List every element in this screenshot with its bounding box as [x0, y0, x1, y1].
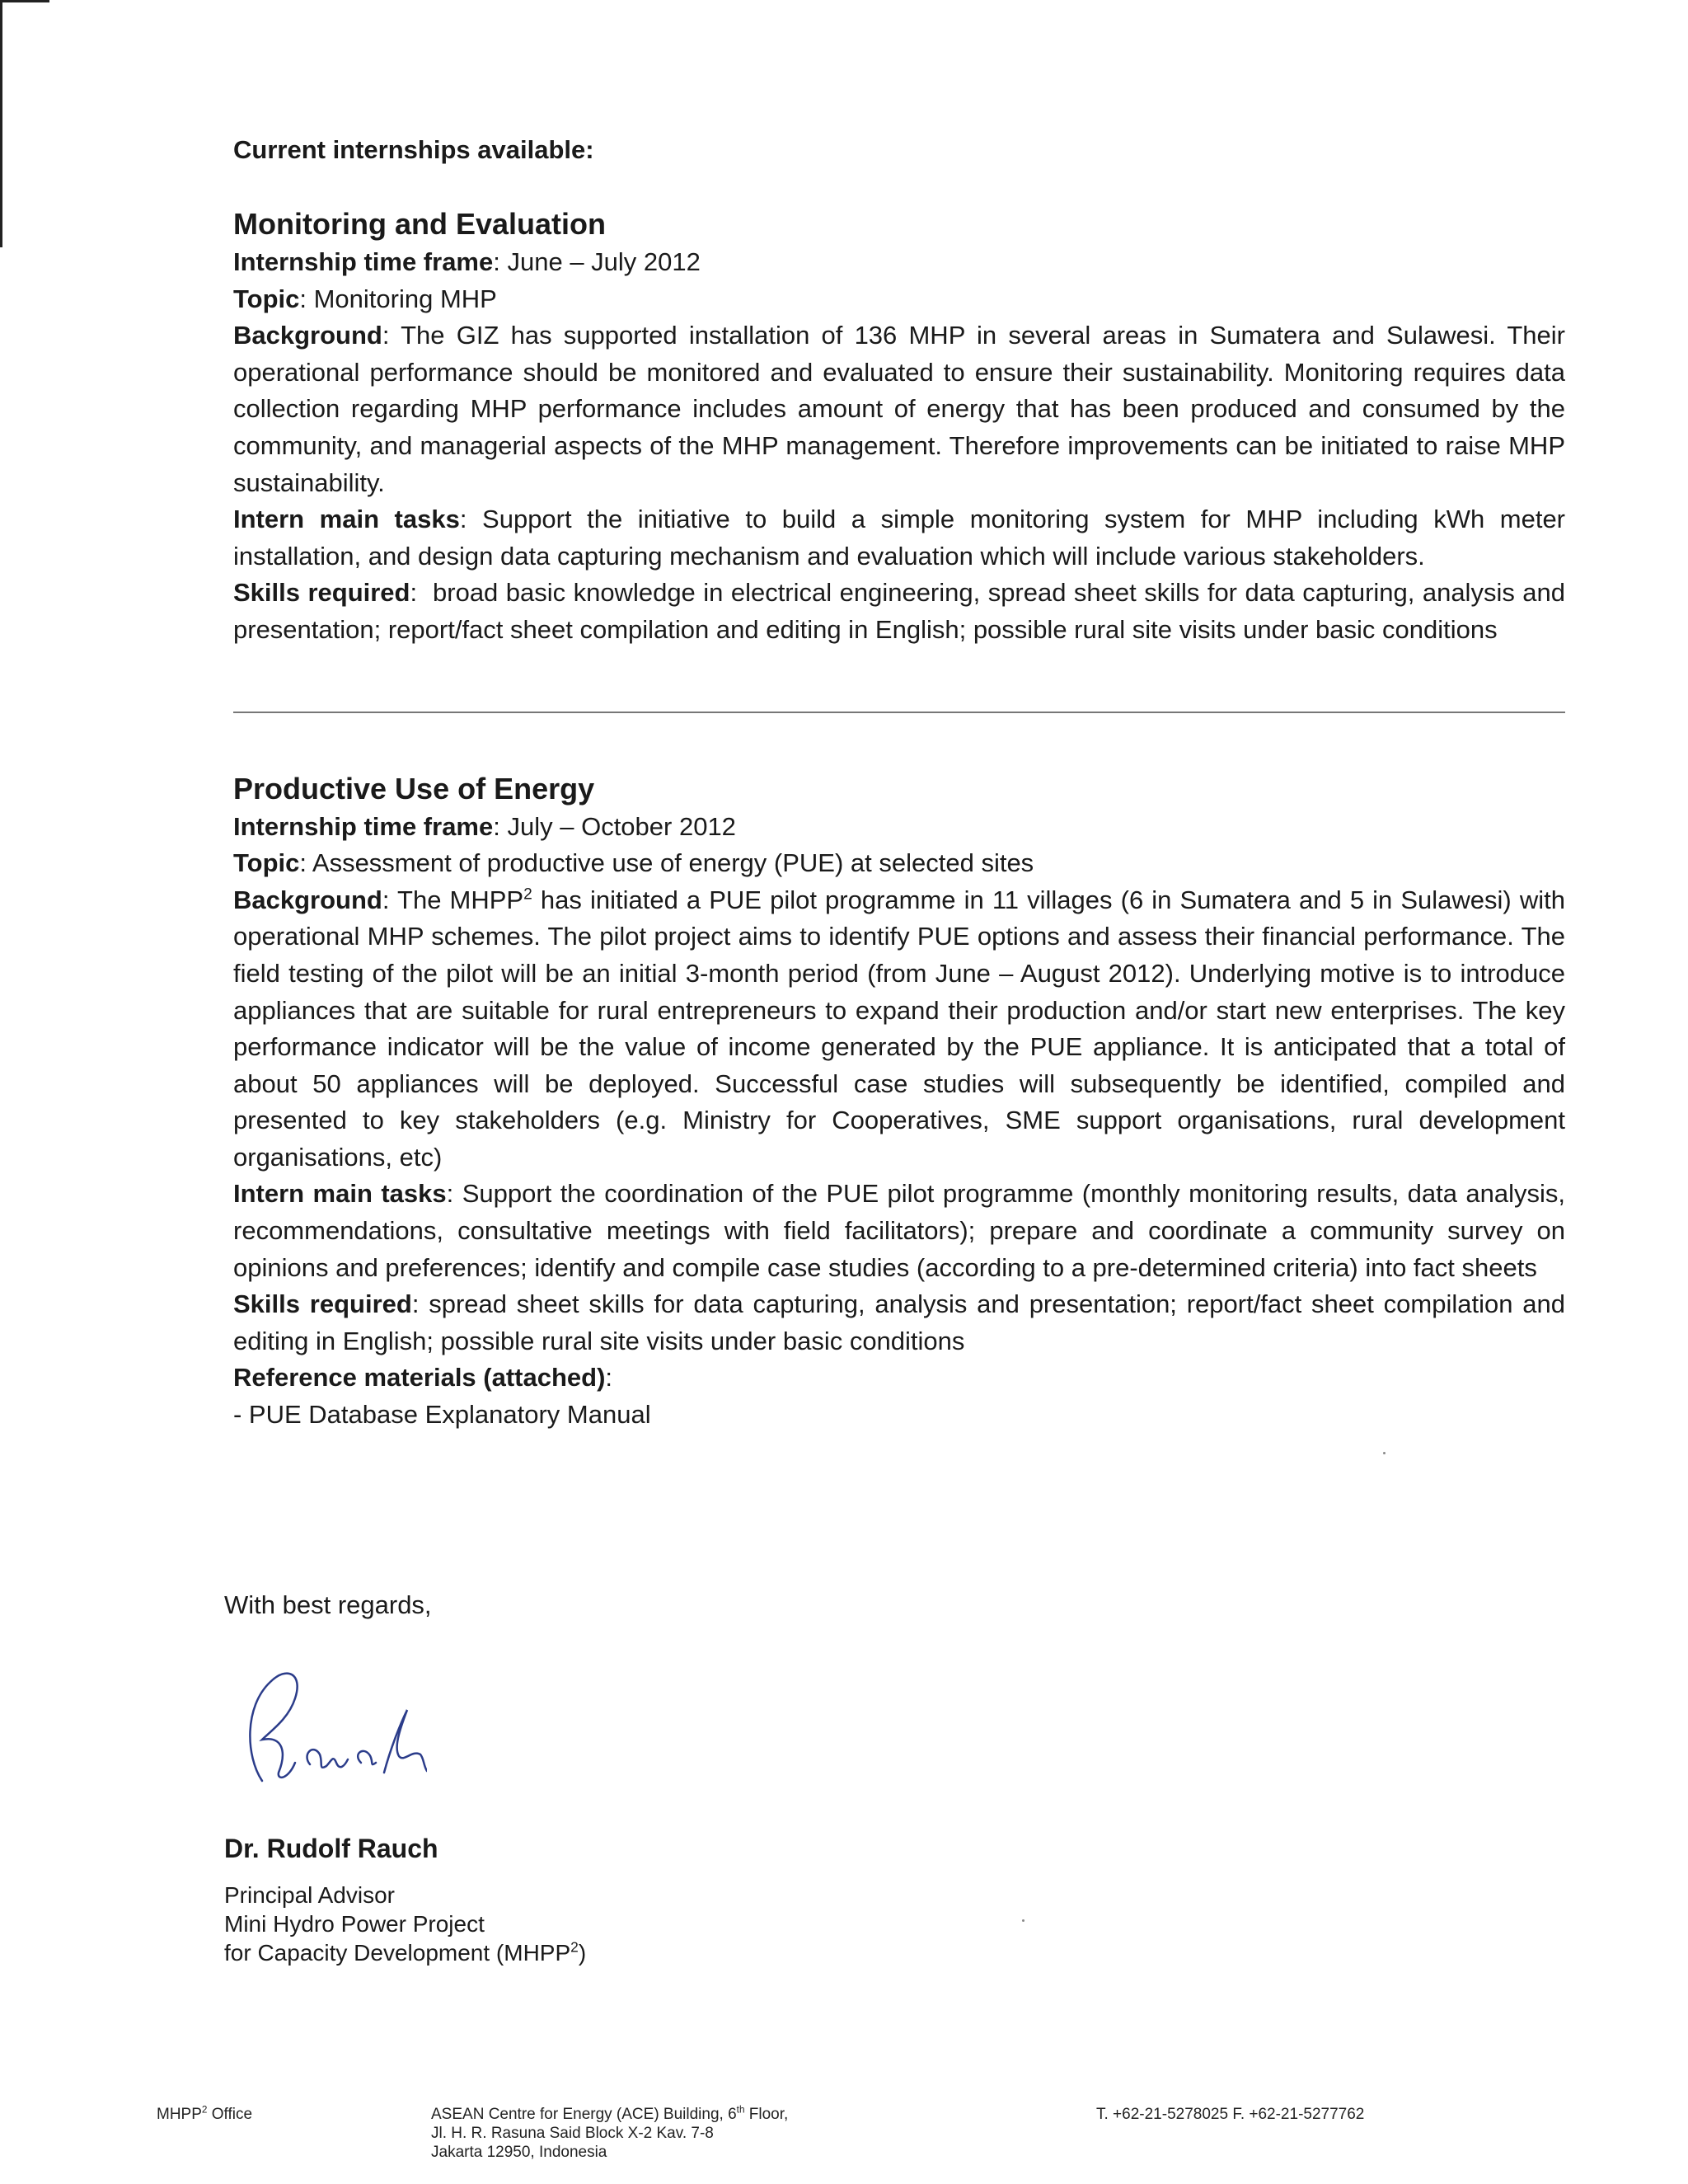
- section-monitoring: [233, 204, 1565, 649]
- section-productive-use: [233, 769, 1565, 1434]
- tasks-label: Intern main tasks: [233, 505, 460, 534]
- timeframe-label: Internship time frame: [233, 811, 494, 841]
- skills-paragraph: Skills required: spread sheet skills for data capturing, analysis and presentation; report/fact sheet compilation and editing in English; possible rural site visits under basic conditions: [233, 1289, 1565, 1355]
- footer-office-suffix: Office: [207, 2106, 253, 2123]
- topic-line: Topic: Assessment of productive use of energy (PUE) at selected sites: [233, 848, 1034, 878]
- skills-text: broad basic knowledge in electrical engineering, spread sheet skills for data capturing, analysis and presentation; report/fact sheet compilation and editing in English; possible rural site visits under basic conditions: [233, 578, 1566, 644]
- closing-salutation: With best regards,: [224, 1590, 432, 1619]
- address-line-1-text: ASEAN Centre for Energy (ACE) Building, 6: [431, 2106, 737, 2123]
- timeframe-line: Internship time frame: July – October 2012: [233, 811, 736, 841]
- footer-phone: T. +62-21-5278025 F. +62-21-5277762: [1096, 2106, 1365, 2123]
- signatory-details: [224, 1881, 586, 1967]
- superscript-2: 2: [201, 2104, 208, 2116]
- topic-line: Topic: Monitoring MHP: [233, 284, 497, 313]
- letter-body: [233, 132, 1565, 1434]
- section-title: Productive Use of Energy: [233, 771, 595, 805]
- reference-label: Reference materials (attached): [233, 1363, 606, 1393]
- signatory-role: Principal Advisor: [224, 1882, 395, 1908]
- timeframe-line: Internship time frame: June – July 2012: [233, 247, 701, 276]
- background-text: The GIZ has supported installation of 136 MHP in several areas in Sumatera and Sulawesi. Their operational performance should be monitored and evaluated to ensure their sustainability. Monitoring requires data collection regarding MHP performance includes amount of energy that has been produced and consumed by the community, and managerial aspects of the MHP management. Therefore improvements can be initiated to raise MHP sustainability.: [233, 321, 1565, 497]
- topic-value: Assessment of productive use of energy (PUE) at selected sites: [312, 848, 1034, 878]
- address-line-1-end: Floor,: [744, 2106, 789, 2123]
- scan-speck: [1022, 1919, 1025, 1922]
- project-line2-end: ): [578, 1940, 587, 1966]
- superscript-th: th: [736, 2104, 745, 2116]
- tasks-text: Support the coordination of the PUE pilot programme (monthly monitoring results, data analysis, recommendations, consultative meetings with field facilitators); prepare and coordinate a community survey on opinions and preferences; identify and compile case studies (according to a pre-determined criteria) into fact sheets: [233, 1179, 1565, 1282]
- footer-address: [431, 2105, 788, 2162]
- tasks-text: Support the initiative to build a simple monitoring system for MHP including kWh meter installation, and design data capturing mechanism and evaluation which will include various stakeholders.: [233, 505, 1566, 571]
- project-line2-text: for Capacity Development (MHPP: [224, 1940, 571, 1966]
- section-divider: [233, 712, 1565, 713]
- superscript-2: 2: [570, 1938, 579, 1956]
- signatory-project: Mini Hydro Power Project: [224, 1911, 485, 1937]
- skills-paragraph: Skills required: broad basic knowledge in electrical engineering, spread sheet skills for data capturing, analysis and presentation; report/fact sheet compilation and editing in English; possible rural site visits under basic conditions: [233, 578, 1566, 644]
- signatory-name: Dr. Rudolf Rauch: [224, 1834, 438, 1863]
- topic-label: Topic: [233, 848, 300, 878]
- skills-text: spread sheet skills for data capturing, analysis and presentation; report/fact sheet compilation and editing in English; possible rural site visits under basic conditions: [233, 1289, 1565, 1355]
- tasks-label: Intern main tasks: [233, 1179, 447, 1209]
- background-label: Background: [233, 321, 382, 350]
- background-text-rest: has initiated a PUE pilot programme in 11 villages (6 in Sumatera and 5 in Sulawesi) with operational MHP schemes. The pilot project aims to identify PUE options and assess their financial performance. The field testing of the pilot will be an initial 3-month period (from June – August 2012). Underlying motive is to introduce appliances that are suitable for rural entrepreneurs to expand their production and/or start new enterprises. The key performance indicator will be the value of income generated by the PUE appliance. It is anticipated that a total of about 50 appliances will be deployed. Successful case studies will subsequently be identified, compiled and presented to key stakeholders (e.g. Ministry for Cooperatives, SME support organisations, rural development organisations, etc): [233, 885, 1565, 1172]
- skills-label: Skills required: [233, 578, 410, 608]
- background-text-start: The MHPP: [397, 885, 524, 914]
- background-paragraph: Background: The GIZ has supported installation of 136 MHP in several areas in Sumatera and Sulawesi. Their operational performance should be monitored and evaluated to ensure their sustainability. Monitoring requires data collection regarding MHP performance includes amount of energy that has been produced and consumed by the community, and managerial aspects of the MHP management. Therefore improvements can be initiated to raise MHP sustainability.: [233, 321, 1565, 497]
- address-line-2: Jl. H. R. Rasuna Said Block X-2 Kav. 7-8: [431, 2125, 714, 2142]
- section-title: Monitoring and Evaluation: [233, 207, 606, 241]
- reference-item: - PUE Database Explanatory Manual: [233, 1400, 651, 1430]
- timeframe-value: July – October 2012: [507, 811, 736, 841]
- reference-line: Reference materials (attached):: [233, 1363, 613, 1393]
- superscript-2: 2: [523, 885, 532, 904]
- background-label: Background: [233, 885, 382, 914]
- handwritten-signature: [237, 1657, 427, 1789]
- scan-speck: [1383, 1452, 1386, 1454]
- tasks-paragraph: Intern main tasks: Support the initiative to build a simple monitoring system for MHP including kWh meter installation, and design data capturing mechanism and evaluation which will include various stakeholders.: [233, 505, 1566, 571]
- topic-label: Topic: [233, 284, 300, 313]
- background-paragraph: Background: The MHPP$^2$ has initiated a PUE pilot programme in 11 villages (6 in Sumatera and 5 in Sulawesi) with operational MHP schemes. The pilot project aims to identify PUE options and assess their financial performance. The field testing of the pilot will be an initial 3-month period (from June – August 2012). Underlying motive is to introduce appliances that are suitable for rural entrepreneurs to expand their production and/or start new enterprises. The key performance indicator will be the value of income generated by the PUE appliance. It is anticipated that a total of about 50 appliances will be deployed. Successful case studies will subsequently be identified, compiled and presented to key stakeholders (e.g. Ministry for Cooperatives, SME support organisations, rural development organisations, etc): [233, 885, 1565, 1172]
- scan-corner-mark: [0, 0, 49, 247]
- tasks-paragraph: Intern main tasks: Support the coordination of the PUE pilot programme (monthly monitoring results, data analysis, recommendations, consultative meetings with field facilitators); prepare and coordinate a community survey on opinions and preferences; identify and compile case studies (according to a pre-determined criteria) into fact sheets: [233, 1179, 1565, 1282]
- timeframe-value: June – July 2012: [507, 247, 701, 276]
- address-line-3: Jakarta 12950, Indonesia: [431, 2144, 607, 2161]
- footer-office: [157, 2105, 252, 2124]
- skills-label: Skills required: [233, 1289, 412, 1319]
- intro-heading: Current internships available:: [233, 135, 594, 164]
- address-line-1: [431, 2105, 788, 2124]
- topic-value: Monitoring MHP: [313, 284, 497, 313]
- footer-office-text: MHPP: [157, 2106, 202, 2123]
- timeframe-label: Internship time frame: [233, 247, 494, 276]
- signatory-project-line2: [224, 1938, 586, 1967]
